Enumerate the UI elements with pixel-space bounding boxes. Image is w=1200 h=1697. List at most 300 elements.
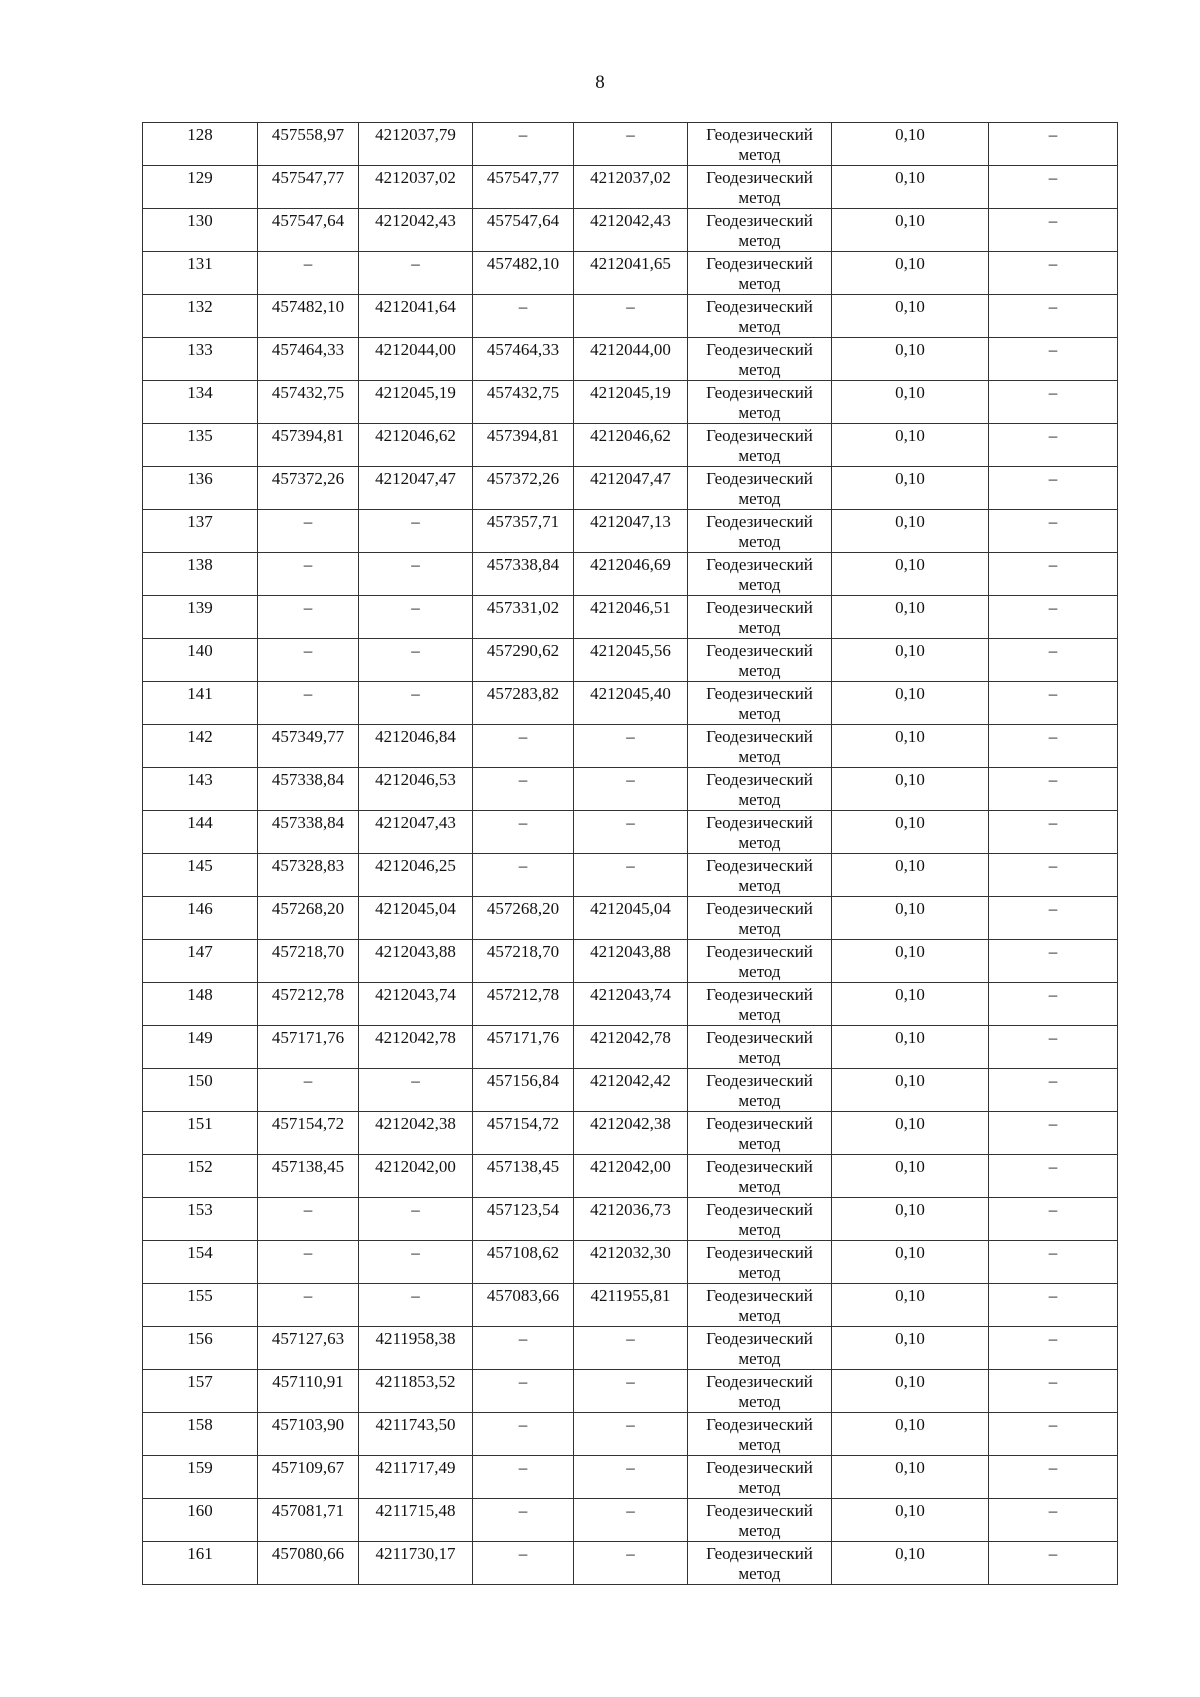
new-x-cell: 457138,45 — [473, 1155, 574, 1198]
method-cell: Геодезический метод — [688, 467, 832, 510]
extra-cell: – — [989, 1241, 1118, 1284]
method-cell: Геодезический метод — [688, 424, 832, 467]
method-cell: Геодезический метод — [688, 123, 832, 166]
method-cell: Геодезический метод — [688, 811, 832, 854]
existing-x-cell: – — [258, 252, 359, 295]
extra-cell: – — [989, 811, 1118, 854]
accuracy-cell: 0,10 — [832, 854, 989, 897]
table-row — [143, 338, 1118, 381]
point-number-cell: 148 — [143, 983, 258, 1026]
extra-cell: – — [989, 768, 1118, 811]
existing-y-cell: 4212042,38 — [359, 1112, 473, 1155]
accuracy-cell: 0,10 — [832, 1327, 989, 1370]
new-x-cell: 457154,72 — [473, 1112, 574, 1155]
accuracy-cell: 0,10 — [832, 596, 989, 639]
method-cell: Геодезический метод — [688, 1198, 832, 1241]
point-number-cell: 146 — [143, 897, 258, 940]
new-y-cell: 4212042,42 — [574, 1069, 688, 1112]
table-row — [143, 1155, 1118, 1198]
new-x-cell: – — [473, 123, 574, 166]
existing-y-cell: 4211743,50 — [359, 1413, 473, 1456]
new-y-cell: – — [574, 1456, 688, 1499]
accuracy-cell: 0,10 — [832, 1370, 989, 1413]
table-row — [143, 1284, 1118, 1327]
existing-x-cell: 457558,97 — [258, 123, 359, 166]
table-row — [143, 1499, 1118, 1542]
new-y-cell: 4212045,56 — [574, 639, 688, 682]
new-y-cell: 4212047,13 — [574, 510, 688, 553]
new-x-cell: – — [473, 295, 574, 338]
existing-x-cell: – — [258, 1284, 359, 1327]
point-number-cell: 153 — [143, 1198, 258, 1241]
new-y-cell: 4212044,00 — [574, 338, 688, 381]
existing-y-cell: 4212042,00 — [359, 1155, 473, 1198]
extra-cell: – — [989, 639, 1118, 682]
accuracy-cell: 0,10 — [832, 1241, 989, 1284]
existing-y-cell: 4212046,53 — [359, 768, 473, 811]
method-cell: Геодезический метод — [688, 1327, 832, 1370]
existing-y-cell: – — [359, 510, 473, 553]
extra-cell: – — [989, 897, 1118, 940]
point-number-cell: 149 — [143, 1026, 258, 1069]
existing-y-cell: 4212044,00 — [359, 338, 473, 381]
existing-x-cell: 457432,75 — [258, 381, 359, 424]
point-number-cell: 155 — [143, 1284, 258, 1327]
new-y-cell: 4212042,43 — [574, 209, 688, 252]
existing-x-cell: – — [258, 553, 359, 596]
point-number-cell: 144 — [143, 811, 258, 854]
extra-cell: – — [989, 682, 1118, 725]
existing-y-cell: 4212045,19 — [359, 381, 473, 424]
table-row — [143, 295, 1118, 338]
method-cell: Геодезический метод — [688, 1155, 832, 1198]
new-y-cell: – — [574, 725, 688, 768]
method-cell: Геодезический метод — [688, 682, 832, 725]
new-x-cell: 457394,81 — [473, 424, 574, 467]
existing-x-cell: – — [258, 1241, 359, 1284]
new-y-cell: – — [574, 1542, 688, 1585]
method-cell: Геодезический метод — [688, 897, 832, 940]
point-number-cell: 141 — [143, 682, 258, 725]
existing-y-cell: 4212042,43 — [359, 209, 473, 252]
point-number-cell: 132 — [143, 295, 258, 338]
existing-y-cell: 4211730,17 — [359, 1542, 473, 1585]
new-y-cell: 4212046,51 — [574, 596, 688, 639]
accuracy-cell: 0,10 — [832, 768, 989, 811]
method-cell: Геодезический метод — [688, 983, 832, 1026]
extra-cell: – — [989, 1413, 1118, 1456]
new-y-cell: 4211955,81 — [574, 1284, 688, 1327]
table-row — [143, 725, 1118, 768]
method-cell: Геодезический метод — [688, 209, 832, 252]
new-x-cell: – — [473, 1499, 574, 1542]
existing-y-cell: 4211715,48 — [359, 1499, 473, 1542]
point-number-cell: 150 — [143, 1069, 258, 1112]
method-cell: Геодезический метод — [688, 596, 832, 639]
method-cell: Геодезический метод — [688, 510, 832, 553]
extra-cell: – — [989, 1026, 1118, 1069]
extra-cell: – — [989, 1499, 1118, 1542]
new-x-cell: 457290,62 — [473, 639, 574, 682]
new-x-cell: 457123,54 — [473, 1198, 574, 1241]
point-number-cell: 128 — [143, 123, 258, 166]
extra-cell: – — [989, 252, 1118, 295]
existing-y-cell: 4212047,47 — [359, 467, 473, 510]
existing-y-cell: 4212042,78 — [359, 1026, 473, 1069]
extra-cell: – — [989, 1327, 1118, 1370]
existing-y-cell: – — [359, 1241, 473, 1284]
new-x-cell: – — [473, 1413, 574, 1456]
new-y-cell: 4212046,62 — [574, 424, 688, 467]
existing-x-cell: 457103,90 — [258, 1413, 359, 1456]
new-y-cell: – — [574, 1327, 688, 1370]
new-x-cell: – — [473, 768, 574, 811]
new-x-cell: 457464,33 — [473, 338, 574, 381]
accuracy-cell: 0,10 — [832, 725, 989, 768]
existing-x-cell: 457110,91 — [258, 1370, 359, 1413]
table-row — [143, 940, 1118, 983]
extra-cell: – — [989, 1069, 1118, 1112]
new-x-cell: – — [473, 1370, 574, 1413]
extra-cell: – — [989, 295, 1118, 338]
method-cell: Геодезический метод — [688, 338, 832, 381]
new-y-cell: – — [574, 854, 688, 897]
point-number-cell: 145 — [143, 854, 258, 897]
extra-cell: – — [989, 1112, 1118, 1155]
new-x-cell: 457432,75 — [473, 381, 574, 424]
existing-x-cell: – — [258, 510, 359, 553]
accuracy-cell: 0,10 — [832, 295, 989, 338]
existing-x-cell: 457349,77 — [258, 725, 359, 768]
existing-y-cell: 4211958,38 — [359, 1327, 473, 1370]
table-row — [143, 1069, 1118, 1112]
method-cell: Геодезический метод — [688, 166, 832, 209]
new-y-cell: – — [574, 1413, 688, 1456]
table-row — [143, 897, 1118, 940]
accuracy-cell: 0,10 — [832, 1499, 989, 1542]
method-cell: Геодезический метод — [688, 1499, 832, 1542]
table-row — [143, 123, 1118, 166]
new-y-cell: 4212032,30 — [574, 1241, 688, 1284]
accuracy-cell: 0,10 — [832, 424, 989, 467]
table-row — [143, 1370, 1118, 1413]
table-row — [143, 854, 1118, 897]
accuracy-cell: 0,10 — [832, 940, 989, 983]
extra-cell: – — [989, 1370, 1118, 1413]
point-number-cell: 142 — [143, 725, 258, 768]
new-x-cell: 457338,84 — [473, 553, 574, 596]
point-number-cell: 156 — [143, 1327, 258, 1370]
table-row — [143, 510, 1118, 553]
new-x-cell: 457212,78 — [473, 983, 574, 1026]
point-number-cell: 143 — [143, 768, 258, 811]
method-cell: Геодезический метод — [688, 1069, 832, 1112]
method-cell: Геодезический метод — [688, 553, 832, 596]
new-y-cell: – — [574, 768, 688, 811]
extra-cell: – — [989, 553, 1118, 596]
method-cell: Геодезический метод — [688, 1413, 832, 1456]
point-number-cell: 140 — [143, 639, 258, 682]
accuracy-cell: 0,10 — [832, 553, 989, 596]
accuracy-cell: 0,10 — [832, 209, 989, 252]
new-x-cell: – — [473, 725, 574, 768]
new-y-cell: 4212042,38 — [574, 1112, 688, 1155]
extra-cell: – — [989, 854, 1118, 897]
existing-y-cell: – — [359, 639, 473, 682]
existing-y-cell: – — [359, 1284, 473, 1327]
extra-cell: – — [989, 123, 1118, 166]
extra-cell: – — [989, 166, 1118, 209]
table-row — [143, 424, 1118, 467]
point-number-cell: 147 — [143, 940, 258, 983]
table-row — [143, 1456, 1118, 1499]
accuracy-cell: 0,10 — [832, 1413, 989, 1456]
table-row — [143, 209, 1118, 252]
method-cell: Геодезический метод — [688, 1370, 832, 1413]
table-row — [143, 768, 1118, 811]
new-x-cell: 457108,62 — [473, 1241, 574, 1284]
method-cell: Геодезический метод — [688, 295, 832, 338]
table-row — [143, 1198, 1118, 1241]
extra-cell: – — [989, 1155, 1118, 1198]
existing-y-cell: 4211853,52 — [359, 1370, 473, 1413]
table-row — [143, 1112, 1118, 1155]
new-y-cell: 4212045,19 — [574, 381, 688, 424]
existing-y-cell: 4212037,79 — [359, 123, 473, 166]
new-x-cell: 457482,10 — [473, 252, 574, 295]
point-number-cell: 134 — [143, 381, 258, 424]
existing-x-cell: 457394,81 — [258, 424, 359, 467]
coordinates-table — [142, 122, 1118, 1585]
method-cell: Геодезический метод — [688, 1241, 832, 1284]
extra-cell: – — [989, 940, 1118, 983]
point-number-cell: 157 — [143, 1370, 258, 1413]
new-x-cell: – — [473, 854, 574, 897]
new-y-cell: 4212045,40 — [574, 682, 688, 725]
table-row — [143, 639, 1118, 682]
page-number: 8 — [595, 72, 605, 93]
new-y-cell: 4212043,88 — [574, 940, 688, 983]
new-x-cell: – — [473, 811, 574, 854]
accuracy-cell: 0,10 — [832, 252, 989, 295]
accuracy-cell: 0,10 — [832, 1069, 989, 1112]
new-y-cell: 4212045,04 — [574, 897, 688, 940]
existing-x-cell: 457547,77 — [258, 166, 359, 209]
table-row — [143, 381, 1118, 424]
extra-cell: – — [989, 1198, 1118, 1241]
existing-y-cell: – — [359, 596, 473, 639]
existing-x-cell: – — [258, 1069, 359, 1112]
extra-cell: – — [989, 596, 1118, 639]
new-y-cell: – — [574, 1370, 688, 1413]
existing-y-cell: – — [359, 553, 473, 596]
existing-x-cell: 457464,33 — [258, 338, 359, 381]
existing-y-cell: – — [359, 682, 473, 725]
existing-x-cell: 457080,66 — [258, 1542, 359, 1585]
extra-cell: – — [989, 983, 1118, 1026]
existing-y-cell: 4212043,88 — [359, 940, 473, 983]
new-x-cell: 457171,76 — [473, 1026, 574, 1069]
accuracy-cell: 0,10 — [832, 123, 989, 166]
existing-x-cell: 457218,70 — [258, 940, 359, 983]
point-number-cell: 135 — [143, 424, 258, 467]
table-row — [143, 811, 1118, 854]
existing-x-cell: – — [258, 1198, 359, 1241]
extra-cell: – — [989, 338, 1118, 381]
existing-x-cell: 457482,10 — [258, 295, 359, 338]
method-cell: Геодезический метод — [688, 768, 832, 811]
extra-cell: – — [989, 1542, 1118, 1585]
existing-x-cell: 457338,84 — [258, 768, 359, 811]
new-y-cell: 4212046,69 — [574, 553, 688, 596]
table-row — [143, 682, 1118, 725]
existing-x-cell: – — [258, 639, 359, 682]
existing-x-cell: 457328,83 — [258, 854, 359, 897]
point-number-cell: 131 — [143, 252, 258, 295]
method-cell: Геодезический метод — [688, 639, 832, 682]
existing-y-cell: 4212045,04 — [359, 897, 473, 940]
accuracy-cell: 0,10 — [832, 1542, 989, 1585]
extra-cell: – — [989, 209, 1118, 252]
method-cell: Геодезический метод — [688, 1542, 832, 1585]
existing-x-cell: 457547,64 — [258, 209, 359, 252]
point-number-cell: 161 — [143, 1542, 258, 1585]
existing-x-cell: 457212,78 — [258, 983, 359, 1026]
accuracy-cell: 0,10 — [832, 467, 989, 510]
point-number-cell: 137 — [143, 510, 258, 553]
new-y-cell: 4212037,02 — [574, 166, 688, 209]
new-y-cell: 4212047,47 — [574, 467, 688, 510]
new-x-cell: 457268,20 — [473, 897, 574, 940]
point-number-cell: 151 — [143, 1112, 258, 1155]
existing-y-cell: – — [359, 1069, 473, 1112]
extra-cell: – — [989, 510, 1118, 553]
method-cell: Геодезический метод — [688, 725, 832, 768]
point-number-cell: 139 — [143, 596, 258, 639]
existing-y-cell: 4211717,49 — [359, 1456, 473, 1499]
new-x-cell: 457547,77 — [473, 166, 574, 209]
point-number-cell: 158 — [143, 1413, 258, 1456]
accuracy-cell: 0,10 — [832, 682, 989, 725]
new-x-cell: – — [473, 1327, 574, 1370]
method-cell: Геодезический метод — [688, 252, 832, 295]
new-x-cell: 457372,26 — [473, 467, 574, 510]
extra-cell: – — [989, 381, 1118, 424]
existing-x-cell: 457081,71 — [258, 1499, 359, 1542]
new-y-cell: 4212043,74 — [574, 983, 688, 1026]
existing-x-cell: – — [258, 596, 359, 639]
new-x-cell: – — [473, 1456, 574, 1499]
table-row — [143, 1327, 1118, 1370]
existing-x-cell: 457372,26 — [258, 467, 359, 510]
extra-cell: – — [989, 725, 1118, 768]
accuracy-cell: 0,10 — [832, 1198, 989, 1241]
new-x-cell: 457331,02 — [473, 596, 574, 639]
new-x-cell: 457156,84 — [473, 1069, 574, 1112]
new-y-cell: 4212042,00 — [574, 1155, 688, 1198]
accuracy-cell: 0,10 — [832, 510, 989, 553]
existing-x-cell: 457109,67 — [258, 1456, 359, 1499]
point-number-cell: 152 — [143, 1155, 258, 1198]
existing-x-cell: 457171,76 — [258, 1026, 359, 1069]
existing-x-cell: 457127,63 — [258, 1327, 359, 1370]
table-body — [143, 123, 1118, 1585]
method-cell: Геодезический метод — [688, 381, 832, 424]
table-row — [143, 166, 1118, 209]
new-y-cell: 4212042,78 — [574, 1026, 688, 1069]
table-row — [143, 1413, 1118, 1456]
table-row — [143, 252, 1118, 295]
new-x-cell: 457283,82 — [473, 682, 574, 725]
point-number-cell: 159 — [143, 1456, 258, 1499]
existing-y-cell: 4212047,43 — [359, 811, 473, 854]
existing-y-cell: – — [359, 252, 473, 295]
existing-x-cell: 457338,84 — [258, 811, 359, 854]
accuracy-cell: 0,10 — [832, 811, 989, 854]
existing-y-cell: 4212037,02 — [359, 166, 473, 209]
accuracy-cell: 0,10 — [832, 639, 989, 682]
table-row — [143, 1241, 1118, 1284]
existing-x-cell: 457138,45 — [258, 1155, 359, 1198]
new-y-cell: – — [574, 1499, 688, 1542]
existing-x-cell: 457154,72 — [258, 1112, 359, 1155]
new-y-cell: – — [574, 295, 688, 338]
extra-cell: – — [989, 1284, 1118, 1327]
existing-x-cell: – — [258, 682, 359, 725]
accuracy-cell: 0,10 — [832, 983, 989, 1026]
method-cell: Геодезический метод — [688, 1456, 832, 1499]
table-row — [143, 983, 1118, 1026]
table-row — [143, 1026, 1118, 1069]
existing-y-cell: 4212046,62 — [359, 424, 473, 467]
existing-y-cell: 4212046,84 — [359, 725, 473, 768]
table-row — [143, 553, 1118, 596]
accuracy-cell: 0,10 — [832, 1456, 989, 1499]
point-number-cell: 130 — [143, 209, 258, 252]
accuracy-cell: 0,10 — [832, 897, 989, 940]
method-cell: Геодезический метод — [688, 854, 832, 897]
table-row — [143, 467, 1118, 510]
extra-cell: – — [989, 1456, 1118, 1499]
point-number-cell: 160 — [143, 1499, 258, 1542]
new-x-cell: 457218,70 — [473, 940, 574, 983]
new-y-cell: 4212036,73 — [574, 1198, 688, 1241]
existing-y-cell: 4212043,74 — [359, 983, 473, 1026]
new-x-cell: 457547,64 — [473, 209, 574, 252]
point-number-cell: 133 — [143, 338, 258, 381]
new-y-cell: – — [574, 811, 688, 854]
accuracy-cell: 0,10 — [832, 338, 989, 381]
method-cell: Геодезический метод — [688, 1284, 832, 1327]
point-number-cell: 138 — [143, 553, 258, 596]
extra-cell: – — [989, 424, 1118, 467]
new-y-cell: – — [574, 123, 688, 166]
point-number-cell: 129 — [143, 166, 258, 209]
point-number-cell: 154 — [143, 1241, 258, 1284]
accuracy-cell: 0,10 — [832, 1112, 989, 1155]
method-cell: Геодезический метод — [688, 1112, 832, 1155]
method-cell: Геодезический метод — [688, 1026, 832, 1069]
point-number-cell: 136 — [143, 467, 258, 510]
extra-cell: – — [989, 467, 1118, 510]
new-x-cell: 457357,71 — [473, 510, 574, 553]
accuracy-cell: 0,10 — [832, 1284, 989, 1327]
existing-y-cell: 4212041,64 — [359, 295, 473, 338]
method-cell: Геодезический метод — [688, 940, 832, 983]
accuracy-cell: 0,10 — [832, 381, 989, 424]
new-x-cell: – — [473, 1542, 574, 1585]
existing-x-cell: 457268,20 — [258, 897, 359, 940]
